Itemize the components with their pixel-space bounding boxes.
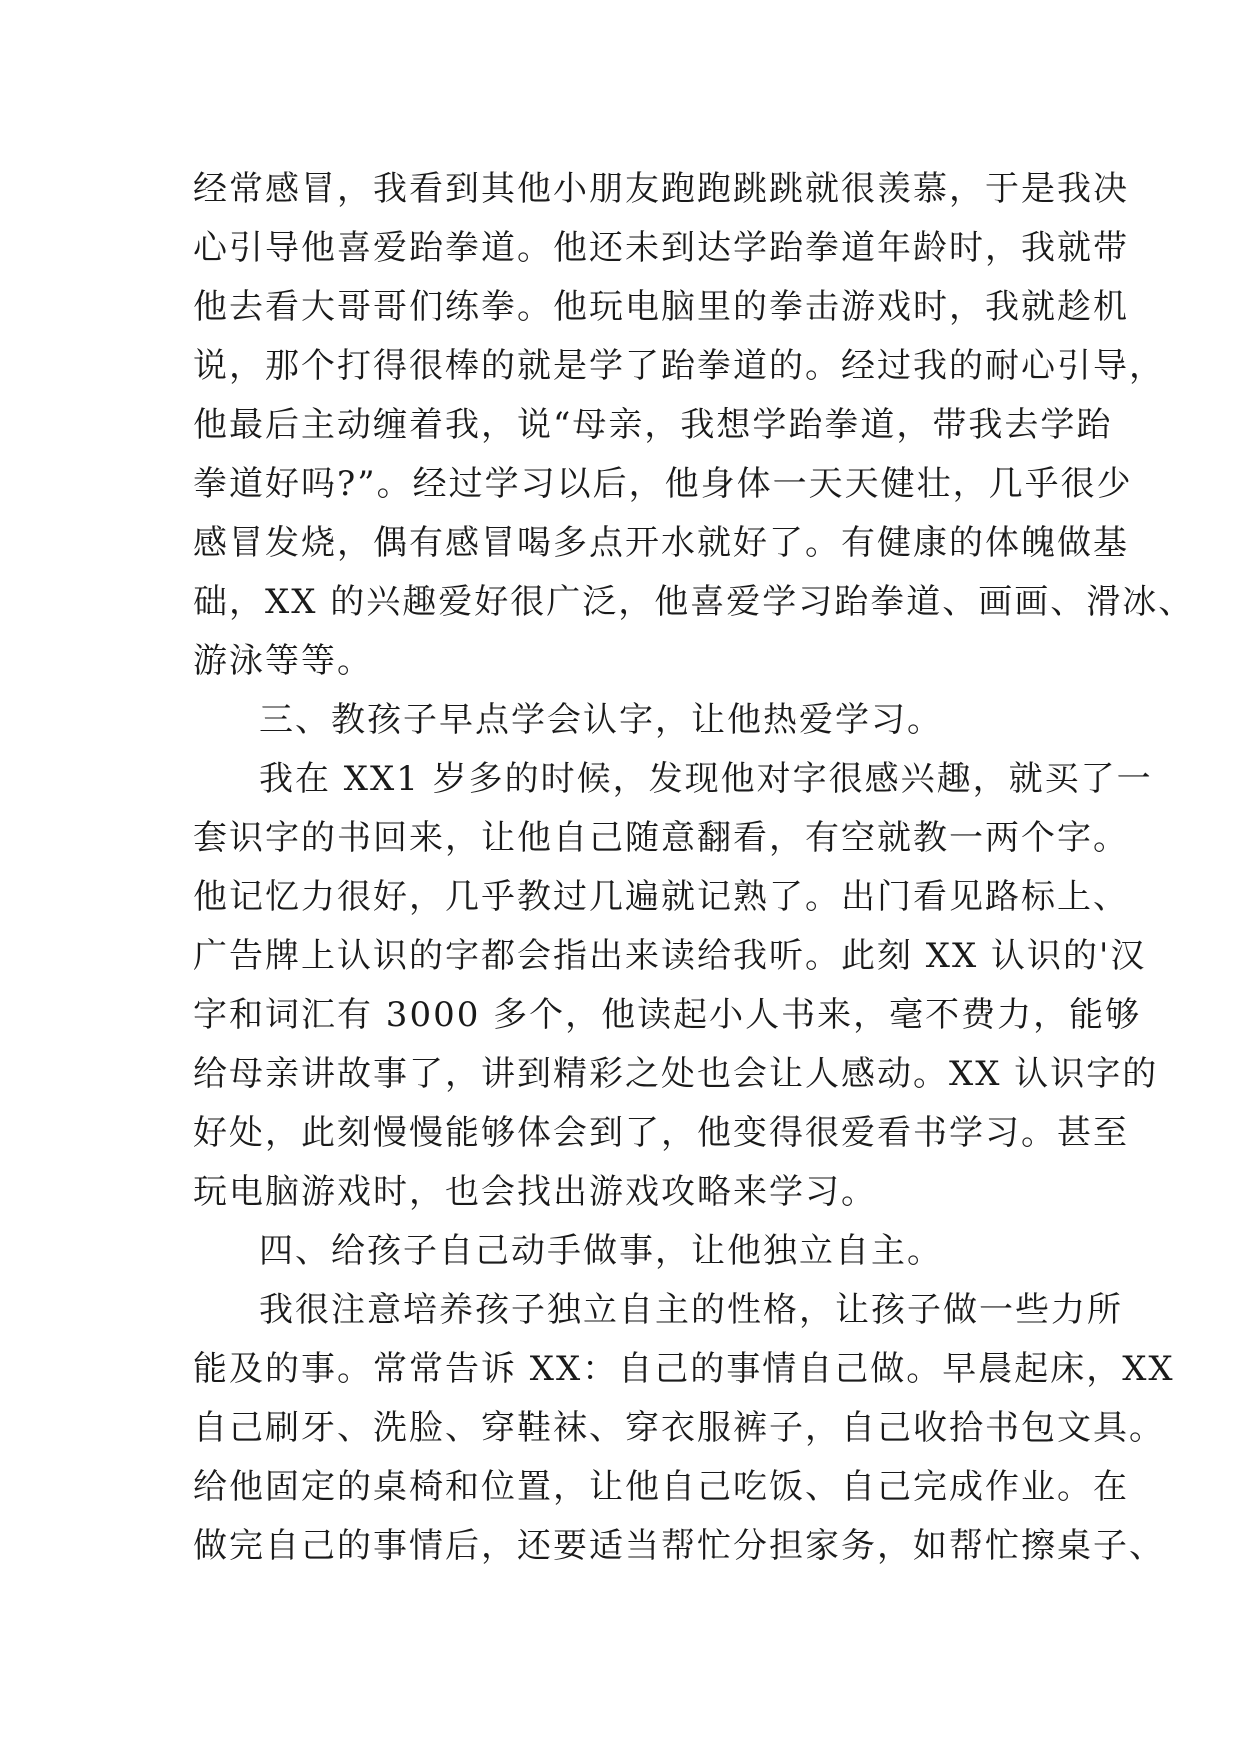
paragraph-start: 我在 XX1 岁多的时候，发现他对字很感兴趣，就买了一 <box>259 759 1153 799</box>
text-line: 他去看大哥哥们练拳。他玩电脑里的拳击游戏时，我就趁机 <box>193 287 1129 327</box>
text-line: 拳道好吗?”。经过学习以后，他身体一天天健壮，几乎很少 <box>193 464 1133 504</box>
section-heading: 四、给孩子自己动手做事，让他独立自主。 <box>259 1231 943 1271</box>
text-line: 他记忆力很好，几乎教过几遍就记熟了。出门看见路标上、 <box>193 877 1129 917</box>
text-line: 套识字的书回来，让他自己随意翻看，有空就教一两个字。 <box>193 818 1129 858</box>
text-line: 他最后主动缠着我，说“母亲，我想学跆拳道，带我去学跆 <box>193 405 1113 445</box>
text-line: 给他固定的桌椅和位置，让他自己吃饭、自己完成作业。在 <box>193 1467 1129 1507</box>
text-line: 能及的事。常常告诉 XX：自己的事情自己做。早晨起床，XX <box>193 1349 1175 1389</box>
text-line: 心引导他喜爱跆拳道。他还未到达学跆拳道年龄时，我就带 <box>193 228 1129 268</box>
text-line: 广告牌上认识的字都会指出来读给我听。此刻 XX 认识的'汉 <box>193 936 1147 976</box>
text-line: 自己刷牙、洗脸、穿鞋袜、穿衣服裤子，自己收拾书包文具。 <box>193 1408 1165 1448</box>
text-line: 游泳等等。 <box>193 641 373 681</box>
text-line: 础，XX 的兴趣爱好很广泛，他喜爱学习跆拳道、画画、滑冰、 <box>193 582 1195 622</box>
text-line: 经常感冒，我看到其他小朋友跑跑跳跳就很羡慕，于是我决 <box>193 169 1129 209</box>
section-heading: 三、教孩子早点学会认字，让他热爱学习。 <box>259 700 943 740</box>
text-line: 说，那个打得很棒的就是学了跆拳道的。经过我的耐心引导， <box>193 346 1165 386</box>
text-line: 做完自己的事情后，还要适当帮忙分担家务，如帮忙擦桌子、 <box>193 1526 1165 1566</box>
body-text <box>193 160 1195 1576</box>
text-line: 感冒发烧，偶有感冒喝多点开水就好了。有健康的体魄做基 <box>193 523 1129 563</box>
text-line: 字和词汇有 3000 多个，他读起小人书来，毫不费力，能够 <box>193 995 1142 1035</box>
text-line: 玩电脑游戏时，也会找出游戏攻略来学习。 <box>193 1172 877 1212</box>
paragraph-start: 我很注意培养孩子独立自主的性格，让孩子做一些力所 <box>259 1290 1123 1330</box>
text-line: 给母亲讲故事了，讲到精彩之处也会让人感动。XX 认识字的 <box>193 1054 1159 1094</box>
text-line: 好处，此刻慢慢能够体会到了，他变得很爱看书学习。甚至 <box>193 1113 1129 1153</box>
